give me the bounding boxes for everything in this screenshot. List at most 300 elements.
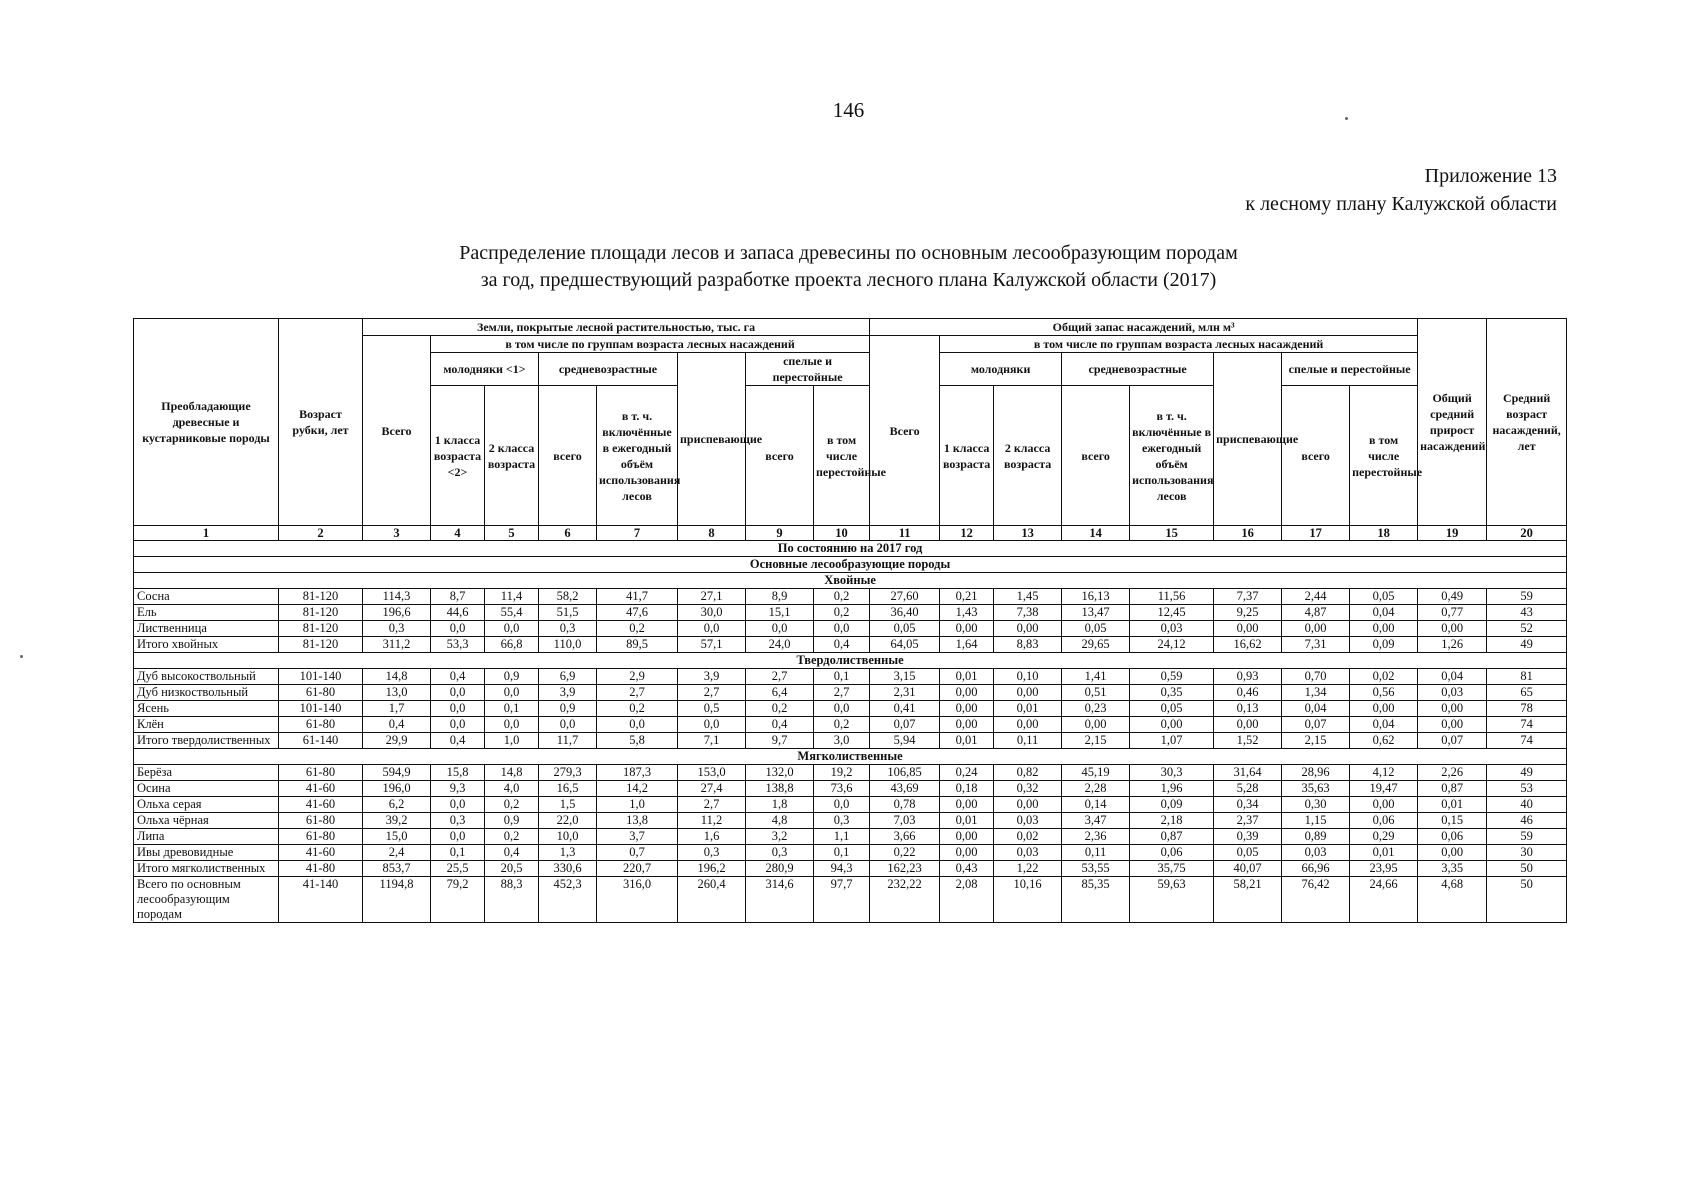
- species-name-cell: Ольха серая: [134, 797, 279, 813]
- section-softwood: Мягколиственные: [134, 749, 1567, 765]
- table-cell: 40,07: [1214, 861, 1282, 877]
- col-num: 7: [597, 526, 678, 541]
- table-cell: 0,3: [678, 845, 746, 861]
- table-cell: 30: [1487, 845, 1567, 861]
- table-cell: 29,65: [1062, 637, 1130, 653]
- table-cell: 58,21: [1214, 877, 1282, 923]
- table-cell: 1,15: [1282, 813, 1350, 829]
- table-cell: 0,03: [1418, 685, 1487, 701]
- table-cell: 16,5: [539, 781, 597, 797]
- table-cell: 1,0: [597, 797, 678, 813]
- table-row: [134, 813, 1567, 829]
- table-cell: 74: [1487, 717, 1567, 733]
- table-cell: 0,21: [940, 589, 994, 605]
- table-row: [134, 765, 1567, 781]
- table-row: [134, 685, 1567, 701]
- header-middle-stock: средневозрастные: [1062, 353, 1214, 386]
- table-cell: 138,8: [746, 781, 814, 797]
- table-cell: 0,2: [746, 701, 814, 717]
- table-cell: 8,9: [746, 589, 814, 605]
- table-cell: 316,0: [597, 877, 678, 923]
- table-cell: 61-80: [279, 717, 363, 733]
- table-cell: 61-80: [279, 685, 363, 701]
- table-row: [134, 605, 1567, 621]
- table-cell: 1,07: [1130, 733, 1214, 749]
- table-cell: 11,7: [539, 733, 597, 749]
- table-cell: 0,07: [870, 717, 940, 733]
- table-cell: 2,26: [1418, 765, 1487, 781]
- table-cell: 4,0: [485, 781, 539, 797]
- table-cell: 81-120: [279, 605, 363, 621]
- table-cell: 2,7: [597, 685, 678, 701]
- table-cell: 81: [1487, 669, 1567, 685]
- header-mature-all-stock: всего: [1282, 386, 1350, 526]
- page-number: 146: [832, 98, 865, 122]
- table-cell: 1194,8: [363, 877, 431, 923]
- table-row: [134, 861, 1567, 877]
- table-cell: 187,3: [597, 765, 678, 781]
- table-cell: 0,89: [1282, 829, 1350, 845]
- table-cell: 0,2: [485, 797, 539, 813]
- table-cell: 0,0: [814, 797, 870, 813]
- table-cell: 1,34: [1282, 685, 1350, 701]
- table-cell: 0,41: [870, 701, 940, 717]
- table-cell: 0,2: [814, 605, 870, 621]
- species-name-cell: Сосна: [134, 589, 279, 605]
- table-cell: 53: [1487, 781, 1567, 797]
- appendix-line-2: к лесному плану Калужской области: [1245, 193, 1557, 215]
- table-cell: 61-80: [279, 829, 363, 845]
- table-cell: 1,0: [485, 733, 539, 749]
- table-cell: 3,66: [870, 829, 940, 845]
- col-num: 1: [134, 526, 279, 541]
- table-cell: 1,3: [539, 845, 597, 861]
- table-cell: 314,6: [746, 877, 814, 923]
- table-cell: 0,82: [994, 765, 1062, 781]
- header-class1-area: 1 класса возраста <2>: [431, 386, 485, 526]
- header-stock-total: Всего: [870, 336, 940, 526]
- table-cell: 7,1: [678, 733, 746, 749]
- table-cell: 0,01: [940, 813, 994, 829]
- table-cell: 0,05: [1130, 701, 1214, 717]
- table-cell: 0,1: [485, 701, 539, 717]
- table-row: [134, 781, 1567, 797]
- table-cell: 0,49: [1418, 589, 1487, 605]
- table-cell: 55,4: [485, 605, 539, 621]
- table-cell: 59,63: [1130, 877, 1214, 923]
- table-cell: 0,0: [539, 717, 597, 733]
- table-cell: 44,6: [431, 605, 485, 621]
- table-cell: 1,64: [940, 637, 994, 653]
- table-cell: 79,2: [431, 877, 485, 923]
- table-cell: 6,2: [363, 797, 431, 813]
- table-cell: 9,7: [746, 733, 814, 749]
- table-cell: 0,9: [485, 813, 539, 829]
- table-cell: 0,00: [1418, 717, 1487, 733]
- table-cell: 0,3: [746, 845, 814, 861]
- table-cell: 1,26: [1418, 637, 1487, 653]
- species-name-cell: Ивы древовидные: [134, 845, 279, 861]
- table-cell: 0,2: [814, 589, 870, 605]
- table-cell: 0,04: [1350, 605, 1418, 621]
- table-cell: 16,62: [1214, 637, 1282, 653]
- table-cell: 1,96: [1130, 781, 1214, 797]
- table-cell: 1,8: [746, 797, 814, 813]
- table-cell: 0,32: [994, 781, 1062, 797]
- table-cell: 0,9: [539, 701, 597, 717]
- table-cell: 0,07: [1418, 733, 1487, 749]
- table-cell: 0,35: [1130, 685, 1214, 701]
- table-cell: 10,16: [994, 877, 1062, 923]
- table-cell: 0,3: [814, 813, 870, 829]
- table-cell: 0,2: [814, 717, 870, 733]
- table-cell: 7,03: [870, 813, 940, 829]
- col-num: 3: [363, 526, 431, 541]
- title-line-2: за год, предшествующий разработке проекта лесного плана Калужской области (2017): [480, 269, 1217, 291]
- table-cell: 0,4: [431, 733, 485, 749]
- table-cell: 1,52: [1214, 733, 1282, 749]
- table-row: [134, 637, 1567, 653]
- col-num: 10: [814, 526, 870, 541]
- table-cell: 43: [1487, 605, 1567, 621]
- table-cell: 0,0: [746, 621, 814, 637]
- table-cell: 41,7: [597, 589, 678, 605]
- table-cell: 1,5: [539, 797, 597, 813]
- table-cell: 22,0: [539, 813, 597, 829]
- table-cell: 94,3: [814, 861, 870, 877]
- table-cell: 41-60: [279, 797, 363, 813]
- section-state: По состоянию на 2017 год: [134, 541, 1567, 557]
- table-cell: 2,15: [1282, 733, 1350, 749]
- section-main: Основные лесообразующие породы: [134, 557, 1567, 573]
- table-cell: 4,87: [1282, 605, 1350, 621]
- table-cell: 5,94: [870, 733, 940, 749]
- table-cell: 1,41: [1062, 669, 1130, 685]
- table-cell: 0,00: [1350, 797, 1418, 813]
- header-ripening-stock: приспевающие: [1214, 353, 1282, 526]
- table-cell: 5,8: [597, 733, 678, 749]
- species-name-cell: Ясень: [134, 701, 279, 717]
- species-name-cell: Всего по основным лесообразующим породам: [134, 877, 279, 923]
- scan-speck: [1345, 117, 1348, 120]
- table-cell: 0,29: [1350, 829, 1418, 845]
- table-cell: 50: [1487, 877, 1567, 923]
- table-cell: 35,63: [1282, 781, 1350, 797]
- table-cell: 0,70: [1282, 669, 1350, 685]
- table-cell: 0,14: [1062, 797, 1130, 813]
- header-middle-all-stock: всего: [1062, 386, 1130, 526]
- table-cell: 41-140: [279, 877, 363, 923]
- table-cell: 106,85: [870, 765, 940, 781]
- table-cell: 2,28: [1062, 781, 1130, 797]
- table-cell: 0,15: [1418, 813, 1487, 829]
- header-stock-group: Общий запас насаждений, млн м³: [870, 319, 1418, 336]
- table-cell: 0,7: [597, 845, 678, 861]
- table-cell: 8,7: [431, 589, 485, 605]
- table-cell: 0,00: [1130, 717, 1214, 733]
- table-cell: 0,04: [1418, 669, 1487, 685]
- table-cell: 0,87: [1130, 829, 1214, 845]
- table-cell: 0,4: [431, 669, 485, 685]
- table-cell: 97,7: [814, 877, 870, 923]
- header-middle-cut-area: в т. ч. включённые в ежегодный объём использования лесов: [597, 386, 678, 526]
- table-cell: 65: [1487, 685, 1567, 701]
- table-cell: 76,42: [1282, 877, 1350, 923]
- header-growth: Общий средний прирост насаждений: [1418, 319, 1487, 526]
- table-cell: 50: [1487, 861, 1567, 877]
- table-cell: 0,00: [1418, 701, 1487, 717]
- table-cell: 4,12: [1350, 765, 1418, 781]
- header-middle-all-area: всего: [539, 386, 597, 526]
- table-row: [134, 589, 1567, 605]
- species-name-cell: Липа: [134, 829, 279, 845]
- table-cell: 196,2: [678, 861, 746, 877]
- table-cell: 13,47: [1062, 605, 1130, 621]
- table-cell: 0,51: [1062, 685, 1130, 701]
- table-cell: 0,00: [940, 621, 994, 637]
- table-row: [134, 845, 1567, 861]
- table-cell: 13,0: [363, 685, 431, 701]
- header-by-age-stock: в том числе по группам возраста лесных насаждений: [940, 336, 1418, 353]
- table-cell: 14,8: [485, 765, 539, 781]
- table-cell: 0,01: [994, 701, 1062, 717]
- table-cell: 66,8: [485, 637, 539, 653]
- table-cell: 0,39: [1214, 829, 1282, 845]
- col-num: 6: [539, 526, 597, 541]
- table-cell: 0,23: [1062, 701, 1130, 717]
- table-cell: 0,62: [1350, 733, 1418, 749]
- species-name-cell: Дуб низкоствольный: [134, 685, 279, 701]
- table-cell: 49: [1487, 765, 1567, 781]
- section-hardwood: Твердолиственные: [134, 653, 1567, 669]
- species-name-cell: Итого твердолиственных: [134, 733, 279, 749]
- table-cell: 9,3: [431, 781, 485, 797]
- table-cell: 81-120: [279, 589, 363, 605]
- col-num: 12: [940, 526, 994, 541]
- appendix-line-1: Приложение 13: [1424, 165, 1557, 187]
- table-cell: 41-80: [279, 861, 363, 877]
- table-cell: 101-140: [279, 669, 363, 685]
- table-row: [134, 877, 1567, 923]
- table-cell: 0,3: [431, 813, 485, 829]
- table-cell: 53,55: [1062, 861, 1130, 877]
- table-cell: 81-120: [279, 637, 363, 653]
- table-cell: 2,31: [870, 685, 940, 701]
- table-cell: 330,6: [539, 861, 597, 877]
- table-cell: 0,03: [994, 813, 1062, 829]
- table-cell: 2,4: [363, 845, 431, 861]
- table-cell: 0,00: [994, 621, 1062, 637]
- table-cell: 2,08: [940, 877, 994, 923]
- table-cell: 4,8: [746, 813, 814, 829]
- table-row: [134, 829, 1567, 845]
- table-cell: 0,05: [870, 621, 940, 637]
- table-cell: 15,1: [746, 605, 814, 621]
- appendix-note: [1245, 162, 1557, 218]
- col-num: 13: [994, 526, 1062, 541]
- col-num: 19: [1418, 526, 1487, 541]
- table-row: [134, 797, 1567, 813]
- header-ripening-area: приспевающие: [678, 353, 746, 526]
- table-cell: 59: [1487, 829, 1567, 845]
- table-cell: 0,11: [1062, 845, 1130, 861]
- table-cell: 0,4: [814, 637, 870, 653]
- table-cell: 0,00: [940, 845, 994, 861]
- table-cell: 0,0: [814, 621, 870, 637]
- table-cell: 0,4: [485, 845, 539, 861]
- scan-speck: [20, 655, 23, 658]
- table-cell: 0,04: [1350, 717, 1418, 733]
- table-cell: 2,7: [678, 685, 746, 701]
- table-cell: 3,9: [678, 669, 746, 685]
- table-cell: 1,45: [994, 589, 1062, 605]
- table-cell: 0,00: [994, 797, 1062, 813]
- table-cell: 0,3: [539, 621, 597, 637]
- table-cell: 2,7: [746, 669, 814, 685]
- table-cell: 114,3: [363, 589, 431, 605]
- table-cell: 2,36: [1062, 829, 1130, 845]
- table-cell: 0,2: [485, 829, 539, 845]
- table-cell: 0,78: [870, 797, 940, 813]
- table-cell: 15,8: [431, 765, 485, 781]
- table-cell: 0,4: [363, 717, 431, 733]
- table-cell: 3,7: [597, 829, 678, 845]
- table-cell: 196,6: [363, 605, 431, 621]
- section-conifer: Хвойные: [134, 573, 1567, 589]
- table-cell: 40: [1487, 797, 1567, 813]
- table-cell: 78: [1487, 701, 1567, 717]
- species-name-cell: Ольха чёрная: [134, 813, 279, 829]
- table-cell: 0,00: [940, 797, 994, 813]
- table-cell: 30,3: [1130, 765, 1214, 781]
- table-cell: 85,35: [1062, 877, 1130, 923]
- table-cell: 0,00: [1418, 845, 1487, 861]
- table-row: [134, 701, 1567, 717]
- col-num: 16: [1214, 526, 1282, 541]
- table-cell: 0,0: [678, 717, 746, 733]
- table-cell: 23,95: [1350, 861, 1418, 877]
- table-cell: 35,75: [1130, 861, 1214, 877]
- table-cell: 3,47: [1062, 813, 1130, 829]
- species-name-cell: Итого хвойных: [134, 637, 279, 653]
- header-avg-age: Средний возраст насаждений, лет: [1487, 319, 1567, 526]
- table-cell: 0,05: [1062, 621, 1130, 637]
- table-cell: 0,0: [431, 829, 485, 845]
- table-cell: 24,0: [746, 637, 814, 653]
- species-name-cell: Берёза: [134, 765, 279, 781]
- table-cell: 220,7: [597, 861, 678, 877]
- table-cell: 0,00: [1214, 717, 1282, 733]
- table-cell: 0,00: [1282, 621, 1350, 637]
- table-cell: 1,22: [994, 861, 1062, 877]
- table-cell: 0,00: [1214, 621, 1282, 637]
- table-cell: 2,18: [1130, 813, 1214, 829]
- species-name-cell: Клён: [134, 717, 279, 733]
- table-cell: 2,44: [1282, 589, 1350, 605]
- table-cell: 0,3: [363, 621, 431, 637]
- table-cell: 0,30: [1282, 797, 1350, 813]
- table-cell: 0,1: [814, 845, 870, 861]
- table-row: [134, 733, 1567, 749]
- table-cell: 0,9: [485, 669, 539, 685]
- table-cell: 61-140: [279, 733, 363, 749]
- header-young-area: молодняки <1>: [431, 353, 539, 386]
- table-cell: 39,2: [363, 813, 431, 829]
- forest-distribution-table: [133, 318, 1567, 923]
- table-cell: 0,24: [940, 765, 994, 781]
- table-cell: 0,00: [940, 717, 994, 733]
- table-cell: 27,4: [678, 781, 746, 797]
- table-cell: 0,10: [994, 669, 1062, 685]
- table-cell: 0,4: [746, 717, 814, 733]
- col-num: 4: [431, 526, 485, 541]
- col-num: 9: [746, 526, 814, 541]
- table-cell: 162,23: [870, 861, 940, 877]
- table-cell: 41-60: [279, 781, 363, 797]
- table-cell: 30,0: [678, 605, 746, 621]
- table-cell: 52: [1487, 621, 1567, 637]
- table-cell: 12,45: [1130, 605, 1214, 621]
- table-cell: 36,40: [870, 605, 940, 621]
- header-mature-stock: спелые и перестойные: [1282, 353, 1418, 386]
- table-cell: 0,0: [431, 717, 485, 733]
- table-cell: 1,6: [678, 829, 746, 845]
- table-cell: 24,12: [1130, 637, 1214, 653]
- table-cell: 74: [1487, 733, 1567, 749]
- table-cell: 0,09: [1130, 797, 1214, 813]
- header-class1-stock: 1 класса возраста: [940, 386, 994, 526]
- table-cell: 57,1: [678, 637, 746, 653]
- table-cell: 101-140: [279, 701, 363, 717]
- table-cell: 196,0: [363, 781, 431, 797]
- table-cell: 11,4: [485, 589, 539, 605]
- table-cell: 61-80: [279, 813, 363, 829]
- table-cell: 14,2: [597, 781, 678, 797]
- table-cell: 0,06: [1130, 845, 1214, 861]
- table-cell: 0,03: [1282, 845, 1350, 861]
- table-cell: 0,22: [870, 845, 940, 861]
- table-cell: 232,22: [870, 877, 940, 923]
- document-title: [0, 240, 1697, 294]
- table-cell: 31,64: [1214, 765, 1282, 781]
- table-cell: 0,02: [994, 829, 1062, 845]
- table-cell: 0,00: [1350, 621, 1418, 637]
- species-name-cell: Итого мягколиственных: [134, 861, 279, 877]
- table-cell: 4,68: [1418, 877, 1487, 923]
- header-mature-all-area: всего: [746, 386, 814, 526]
- table-cell: 0,0: [485, 685, 539, 701]
- table-cell: 0,00: [994, 717, 1062, 733]
- table-cell: 59: [1487, 589, 1567, 605]
- table-cell: 311,2: [363, 637, 431, 653]
- table-cell: 19,2: [814, 765, 870, 781]
- table-cell: 9,25: [1214, 605, 1282, 621]
- header-middle-cut-stock: в т. ч. включённые в ежегодный объём использования лесов: [1130, 386, 1214, 526]
- header-area-group: Земли, покрытые лесной растительностью, тыс. га: [363, 319, 870, 336]
- table-cell: 19,47: [1350, 781, 1418, 797]
- table-cell: 0,00: [1062, 717, 1130, 733]
- table-cell: 0,03: [1130, 621, 1214, 637]
- col-num: 18: [1350, 526, 1418, 541]
- table-cell: 0,34: [1214, 797, 1282, 813]
- table-cell: 64,05: [870, 637, 940, 653]
- table-cell: 0,0: [431, 797, 485, 813]
- table-cell: 7,38: [994, 605, 1062, 621]
- table-cell: 280,9: [746, 861, 814, 877]
- table-cell: 0,01: [940, 733, 994, 749]
- table-cell: 0,03: [994, 845, 1062, 861]
- table-row: [134, 621, 1567, 637]
